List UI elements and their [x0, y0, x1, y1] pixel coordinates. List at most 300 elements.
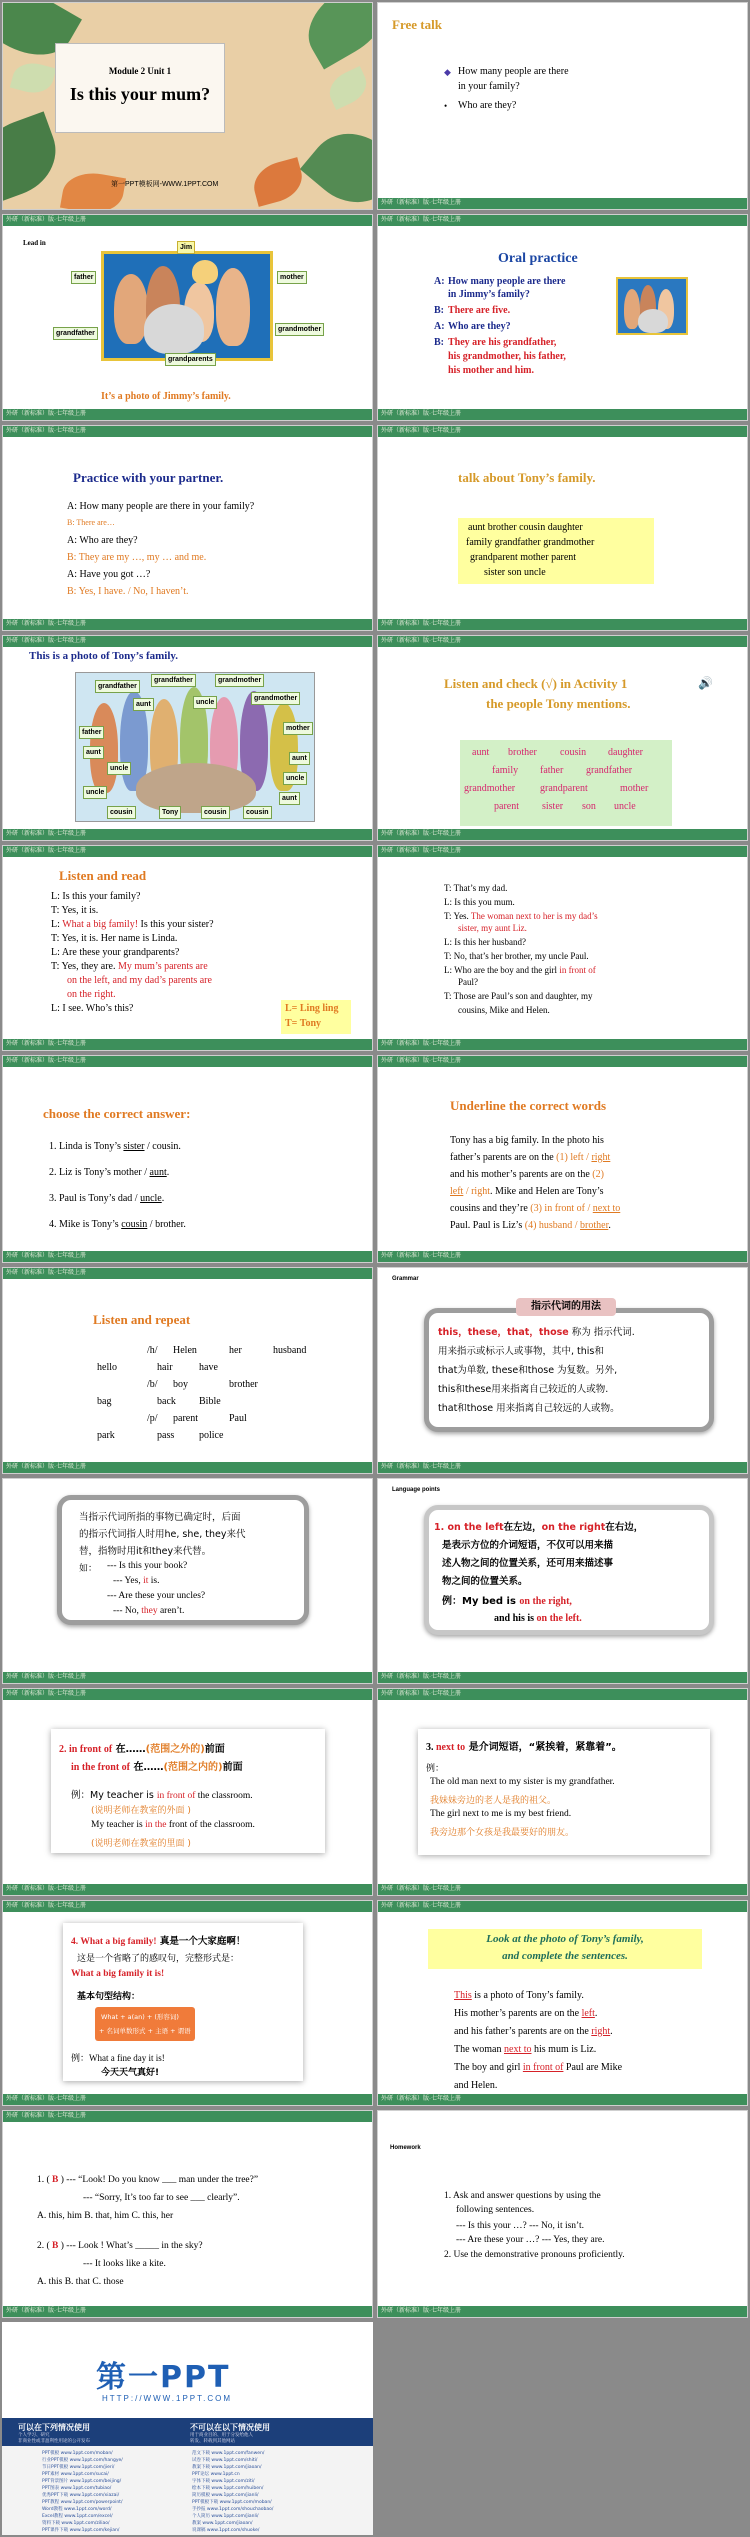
- term-1-end: 前面: [204, 1744, 225, 1755]
- empty-area: [377, 2322, 748, 2535]
- slide-title: Free talk: [392, 17, 442, 32]
- word-uncle: uncle: [614, 801, 636, 812]
- example-2: The girl next to me is my best friend.: [430, 1809, 572, 1819]
- label-aunt-2: aunt: [289, 752, 310, 765]
- label-grandfather-1: grandfather: [95, 680, 140, 693]
- header-band: 外研（新标准）版·七年级上册: [378, 1056, 747, 1067]
- q1c: / cousin.: [144, 1141, 181, 1152]
- section-tag: Language points: [392, 1487, 440, 1493]
- task-1: 1. Ask and answer questions by using the: [444, 2191, 601, 2201]
- term-2-meaning: 在……: [129, 1762, 164, 1773]
- line-3: that为单数, these和those 为复数。另外,: [438, 1365, 618, 1376]
- word-box: [458, 518, 654, 584]
- phoneme-b: /b/: [147, 1379, 158, 1390]
- line-4: They are his grandfather,: [448, 337, 557, 348]
- header-band: 外研（新标准）版·七年级上册: [3, 426, 372, 437]
- line-1: Tony has a big family. In the photo his: [450, 1135, 604, 1146]
- link-item[interactable]: PPT教程 www.1ppt.com/powerpoint/: [42, 2500, 123, 2505]
- answer-in-front-of: in front of: [522, 2062, 564, 2073]
- title-box: [428, 1929, 702, 1969]
- word-son: son: [582, 801, 596, 812]
- speaker-icon[interactable]: 🔊: [698, 676, 713, 690]
- footer-band: 外研（新标准）版·七年级上册: [378, 1462, 747, 1473]
- footer-band: 外研（新标准）版·七年级上册: [3, 1884, 372, 1895]
- section-tag: Homework: [390, 2145, 421, 2151]
- link-item[interactable]: 教案 www.1ppt.com/jiaoan/: [192, 2521, 253, 2526]
- q4-answer: cousin: [121, 1219, 148, 1230]
- term-number: 3.: [426, 1742, 436, 1753]
- example-2b: is.: [148, 1576, 160, 1586]
- link-item[interactable]: 试卷下载 www.1ppt.com/shiti/: [192, 2458, 258, 2463]
- line-7b: cousins, Mike and Helen.: [458, 1005, 550, 1015]
- link-item[interactable]: 资料下载 www.1ppt.com/ziliao/: [42, 2521, 110, 2526]
- structure-box: [95, 2007, 195, 2041]
- example-2a: --- Yes,: [113, 1576, 144, 1586]
- line-2a: His mother’s parents are on the: [454, 2008, 582, 2019]
- q3-answer: uncle: [140, 1193, 162, 1204]
- link-item[interactable]: PPT素材 www.1ppt.com/sucai/: [42, 2472, 109, 2477]
- word-daughter: daughter: [608, 747, 643, 758]
- logo: 第一PPT: [96, 2360, 231, 2395]
- answer-left: left: [581, 2008, 595, 2019]
- line-4: 物之间的位置关系。: [442, 1576, 528, 1587]
- footer-band: 外研（新标准）版·七年级上册: [378, 409, 747, 420]
- term-meaning: 真是一个大家庭啊！: [156, 1936, 246, 1947]
- term-meaning: 是介词短语，“紧挨着，紧靠着”。: [465, 1742, 622, 1753]
- footer-band: 外研（新标准）版·七年级上册: [3, 1039, 372, 1050]
- example-3: --- Are these your uncles?: [107, 1591, 206, 1601]
- line-6a: T: Yes, they are.: [51, 961, 118, 972]
- link-item[interactable]: 字体下载 www.1ppt.com/ziti/: [192, 2479, 255, 2484]
- link-item[interactable]: 范文下载 www.1ppt.com/fanwen/: [192, 2451, 265, 2456]
- example-1: on the right,: [519, 1596, 572, 1607]
- line-2: L: Is this you mum.: [444, 897, 515, 907]
- line-3b: Is this your sister?: [138, 919, 214, 930]
- line-1b: 称为 指示代词.: [568, 1327, 635, 1338]
- example-1b: the classroom.: [195, 1791, 253, 1801]
- slide-title: talk about Tony’s family.: [458, 470, 596, 485]
- label-mother: mother: [283, 722, 313, 735]
- line-3a: and his father’s parents are on the: [454, 2026, 592, 2037]
- line-3a: T: Yes.: [444, 911, 471, 921]
- label-grandmother-1: grandmother: [215, 674, 264, 687]
- line-4: B: They are my …, my … and me.: [67, 552, 207, 563]
- example-1-cn: 我妹妹旁边的老人是我的祖父。: [430, 1796, 557, 1806]
- footer-band: 外研（新标准）版·七年级上册: [3, 619, 372, 630]
- header-band: 外研（新标准）版·七年级上册: [378, 215, 747, 226]
- footer-band: 外研（新标准）版·七年级上册: [378, 2094, 747, 2105]
- example-2-note: (说明老师在教室的里面 ): [91, 1839, 191, 1849]
- q2-answer: aunt: [149, 1167, 167, 1178]
- label-mother: mother: [277, 271, 307, 284]
- example-2b: front of the classroom.: [166, 1820, 255, 1830]
- example: What a fine day it is!: [89, 2053, 165, 2063]
- key-1: L= Ling ling: [285, 1003, 339, 1014]
- caption: It’s a photo of Jimmy’s family.: [101, 391, 231, 402]
- word-father: father: [540, 765, 564, 776]
- example-label: 例：: [426, 1764, 445, 1774]
- line-6b: on the left, and my dad’s parents are: [67, 975, 212, 986]
- slide-title: Is this your mum?: [69, 84, 211, 104]
- label-uncle-2: uncle: [283, 772, 307, 785]
- example-2: it: [143, 1576, 149, 1586]
- word-have: have: [199, 1362, 218, 1373]
- site-label: 第一PPT模板网-WWW.1PPT.COM: [111, 181, 219, 188]
- line-4c: his mother and him.: [448, 365, 534, 376]
- example-2: in the: [145, 1820, 167, 1830]
- slide-7: [2, 635, 373, 841]
- key-box: [281, 1000, 351, 1034]
- forbidden-heading: 不可以在以下情况使用: [190, 2423, 270, 2432]
- q2-answer: B: [52, 2241, 59, 2251]
- word-husband: husband: [273, 1345, 307, 1356]
- example-1: --- Is this your book?: [107, 1561, 188, 1571]
- line-6: in front of: [559, 965, 596, 975]
- term-2-scope: (范围之内的): [163, 1762, 223, 1773]
- line-2b: (1) left /: [556, 1152, 592, 1163]
- footer-band: 外研（新标准）版·七年级上册: [3, 1672, 372, 1683]
- word-row-2: family grandfather grandmother: [466, 537, 595, 548]
- word-family: family: [492, 765, 519, 776]
- example-1a: 例：My bed is: [442, 1596, 520, 1607]
- term-1: 2. in front of: [59, 1744, 113, 1755]
- line-4c: his mum is Liz.: [531, 2044, 597, 2055]
- q2-line-2: --- It looks like a kite.: [83, 2259, 166, 2269]
- title-1: Look at the photo of Tony’s family,: [486, 1933, 644, 1945]
- slide-title: Practice with your partner.: [73, 470, 224, 485]
- phoneme-p: /p/: [147, 1413, 158, 1424]
- footer-band: 外研（新标准）版·七年级上册: [378, 1884, 747, 1895]
- slide-title: Listen and read: [59, 868, 147, 883]
- line-7: T: Those are Paul’s son and daughter, my: [444, 991, 593, 1001]
- line-3c: .: [610, 2026, 613, 2037]
- label-aunt-1: aunt: [83, 746, 104, 759]
- line-6-answer: brother: [580, 1220, 609, 1231]
- line-4b: / right: [463, 1186, 490, 1197]
- forbidden-sub: 用于商业目的、用于分发给他人 转发、转载到其他网站: [190, 2433, 253, 2444]
- slide-title-1: Listen and check (√) in Activity 1: [444, 676, 628, 691]
- word-cousin: cousin: [560, 747, 587, 758]
- question-1: How many people are there: [458, 66, 569, 77]
- example-4b: aren’t.: [157, 1606, 185, 1616]
- line-1: 当指示代词所指的事物已确定时，后面: [79, 1512, 241, 1523]
- link-item[interactable]: PPT课件下载 www.1ppt.com/kejian/: [42, 2528, 120, 2533]
- line-6c: on the right.: [67, 989, 116, 1000]
- link-item[interactable]: 优秀PPT下载 www.1ppt.com/xiazai/: [42, 2493, 120, 2498]
- slide-19: [2, 1900, 373, 2106]
- line-2c: .: [594, 2008, 598, 2019]
- word-hair: hair: [157, 1362, 173, 1373]
- line-2: T: Yes, it is.: [51, 905, 99, 916]
- q2-prefix: 2. (: [37, 2241, 53, 2251]
- link-item[interactable]: 个人简历 www.1ppt.com/jianli/: [192, 2514, 259, 2519]
- line-5: T: No, that’s her brother, my uncle Paul.: [444, 951, 589, 961]
- footer-band: 外研（新标准）版·七年级上册: [378, 1039, 747, 1050]
- term-2-end: 前面: [222, 1762, 243, 1773]
- allowed-heading: 可以在下列情况使用: [18, 2423, 90, 2432]
- label-cousin-1: cousin: [201, 806, 230, 819]
- link-item[interactable]: Excel教程 www.1ppt.com/excel/: [42, 2514, 113, 2519]
- label-father: father: [71, 271, 96, 284]
- q1-answer: sister: [123, 1141, 145, 1152]
- header-band: 外研（新标准）版·七年级上册: [3, 2111, 372, 2122]
- link-item[interactable]: Word教程 www.1ppt.com/word/: [42, 2507, 112, 2512]
- line-4a: The woman: [454, 2044, 504, 2055]
- line-3a: L:: [51, 919, 63, 930]
- header-band: 外研（新标准）版·七年级上册: [3, 1901, 372, 1912]
- term-1-meaning: 在……: [112, 1744, 146, 1755]
- header-band: 外研（新标准）版·七年级上册: [378, 846, 747, 857]
- line-3: 述人物之间的位置关系，还可用来描述事: [442, 1558, 614, 1569]
- line-3: The woman next to her is my dad’s: [470, 911, 598, 921]
- slide-2: [377, 2, 748, 210]
- line-7: L: I see. Who’s this?: [51, 1003, 134, 1014]
- line-1: T: That’s my dad.: [444, 883, 508, 893]
- link-item[interactable]: 说课稿 www.1ppt.com/shuoke/: [192, 2528, 260, 2533]
- header-band: 外研（新标准）版·七年级上册: [3, 1056, 372, 1067]
- q1a: 1. Linda is Tony’s: [49, 1141, 124, 1152]
- example-2: on the left.: [536, 1613, 582, 1624]
- slide-title: choose the correct answer:: [43, 1106, 191, 1121]
- line-1: How many people are there: [448, 276, 566, 287]
- term: 4. What a big family!: [71, 1937, 157, 1947]
- line-4: L: Is this her husband?: [444, 937, 526, 947]
- q1-options: A. this, him B. that, him C. this, her: [37, 2211, 174, 2221]
- word-bible: Bible: [199, 1396, 221, 1407]
- term-2-meaning: 在右边，: [605, 1522, 644, 1533]
- slide-17: [2, 1688, 373, 1896]
- word-park: park: [97, 1430, 115, 1441]
- q3c: .: [161, 1193, 165, 1204]
- q2c: .: [166, 1167, 170, 1178]
- label-uncle-1: uncle: [107, 762, 131, 775]
- footer-band: 外研（新标准）版·七年级上册: [3, 2094, 372, 2105]
- task-1-example-1: --- Is this your …? --- No, it isn’t.: [456, 2221, 585, 2231]
- question-1b: in your family?: [458, 81, 520, 92]
- line-2: 的指示代词指人时用he, she, they来代: [79, 1529, 246, 1540]
- q1-text: ) --- “Look! Do you know ___ man under the tree?”: [58, 2175, 259, 2185]
- q2a: 2. Liz is Tony’s mother /: [49, 1167, 150, 1178]
- link-item[interactable]: 绘本下载 www.1ppt.com/huiben/: [192, 2486, 264, 2491]
- word-grandfather: grandfather: [586, 765, 633, 776]
- line-2: 是表示方位的介词短语，不仅可以用来描: [442, 1540, 614, 1551]
- phoneme-h: /h/: [147, 1345, 158, 1356]
- bullet-icon: ◆: [444, 67, 451, 77]
- slide-title: Listen and repeat: [93, 1312, 191, 1327]
- line-5: A: Have you got …?: [67, 569, 151, 580]
- word-mother: mother: [620, 783, 649, 794]
- term: next to: [436, 1742, 466, 1753]
- section-tag: Grammar: [392, 1276, 419, 1282]
- question-2: Who are they?: [458, 100, 517, 111]
- line-6: My mum’s parents are: [118, 961, 208, 972]
- line-6b: (4) husband /: [524, 1220, 581, 1231]
- header-band: 外研（新标准）版·七年级上册: [378, 1901, 747, 1912]
- slide-11: [2, 1055, 373, 1263]
- line-5a: cousins and they’re: [450, 1203, 531, 1214]
- q4a: 4. Mike is Tony’s: [49, 1219, 122, 1230]
- label-grandmother: grandmother: [275, 323, 324, 336]
- pronouns: this，these，that，those: [438, 1327, 569, 1338]
- label-grandfather-2: grandfather: [151, 674, 196, 687]
- key-2: T= Tony: [285, 1018, 322, 1029]
- line-2a: father’s parents are on the: [450, 1152, 557, 1163]
- word-sister: sister: [542, 801, 564, 812]
- slide-21: [2, 2110, 373, 2318]
- title-2: and complete the sentences.: [502, 1950, 628, 1962]
- word-back: back: [157, 1396, 176, 1407]
- example-2-cn: 我旁边那个女孩是我最要好的朋友。: [430, 1828, 575, 1838]
- label-uncle-3: uncle: [83, 786, 107, 799]
- line-4: T: Yes, it is. Her name is Linda.: [51, 933, 178, 944]
- caption: This is a photo of Tony’s family.: [29, 650, 179, 662]
- header-band: 外研（新标准）版·七年级上册: [378, 1689, 747, 1700]
- footer-band: 外研（新标准）版·七年级上册: [3, 2306, 372, 2317]
- word-parent: parent: [173, 1413, 198, 1424]
- link-item[interactable]: 手抄报 www.1ppt.com/shouchaobao/: [192, 2507, 274, 2512]
- term-1-scope: (范围之外的): [145, 1744, 205, 1755]
- line-4: this和these用来指离自己较近的人或物.: [438, 1384, 609, 1395]
- label-jim: Jim: [177, 241, 195, 254]
- footer-band: 外研（新标准）版·七年级上册: [378, 1672, 747, 1683]
- q1-line-2: --- “Sorry, It’s too far to see ___ clearly”.: [83, 2193, 240, 2203]
- line-6b: Paul?: [458, 977, 478, 987]
- word-paul: Paul: [229, 1413, 247, 1424]
- slide-20: [377, 1900, 748, 2106]
- word-police: police: [199, 1430, 224, 1441]
- term-2: in the front of: [71, 1762, 130, 1773]
- slide-14: [377, 1267, 748, 1474]
- q3a: 3. Paul is Tony’s dad /: [49, 1193, 141, 1204]
- header-band: 外研（新标准）版·七年级上册: [378, 636, 747, 647]
- line-2: B: There are…: [67, 518, 115, 527]
- task-1-example-2: --- Are these your …? --- Yes, they are.: [456, 2235, 605, 2245]
- family-photo: [101, 251, 273, 361]
- slide-title: Oral practice: [498, 251, 578, 266]
- line-1-speaker: A:: [434, 276, 445, 287]
- header-band: 外研（新标准）版·七年级上册: [3, 1689, 372, 1700]
- family-photo-small: [616, 277, 688, 335]
- example-1a: 例：My teacher is: [71, 1790, 157, 1801]
- line-2: 用来指示或标示人或事物，其中, this和: [438, 1346, 604, 1357]
- header-band: 外研（新标准）版·七年级上册: [3, 846, 372, 857]
- line-3: What a big family!: [62, 919, 139, 930]
- answer-this: This: [454, 1990, 472, 2001]
- word-aunt: aunt: [472, 747, 490, 758]
- word-parent: parent: [494, 801, 519, 812]
- slide-18: [377, 1688, 748, 1896]
- word-row-3: grandparent mother parent: [470, 552, 577, 563]
- line-3a: and his mother’s parents are on the: [450, 1169, 593, 1180]
- word-pass: pass: [157, 1430, 175, 1441]
- word-helen: Helen: [173, 1345, 197, 1356]
- slide-9: [2, 845, 373, 1051]
- label-uncle-4: uncle: [193, 696, 217, 709]
- label-aunt-4: aunt: [133, 698, 154, 711]
- link-item[interactable]: 简历模板 www.1ppt.com/jianli/: [192, 2493, 259, 2498]
- slide-6: [377, 425, 748, 631]
- line-4-answer: left: [450, 1186, 464, 1197]
- line-3: A: Who are they?: [67, 535, 138, 546]
- link-item[interactable]: PPT背景图片 www.1ppt.com/beijing/: [42, 2479, 122, 2484]
- line-3: Who are they?: [448, 321, 511, 332]
- footer-band: 外研（新标准）版·七年级上册: [378, 2306, 747, 2317]
- example-cn: 今天天气真好!: [101, 2068, 160, 2078]
- logo-area: [2, 2322, 373, 2418]
- line-6: and Helen.: [454, 2080, 498, 2091]
- example-2a: My teacher is: [91, 1820, 146, 1830]
- slide-1: [2, 2, 373, 210]
- link-item[interactable]: 教案下载 www.1ppt.com/jiaoan/: [192, 2465, 262, 2470]
- q2-text: ) --- Look ! What’s _____ in the sky?: [58, 2241, 203, 2251]
- link-item[interactable]: 节日PPT模板 www.1ppt.com/jieri/: [42, 2465, 115, 2470]
- slide-3: [2, 214, 373, 421]
- line-2-answer: right: [591, 1152, 611, 1163]
- header-band: 外研（新标准）版·七年级上册: [378, 426, 747, 437]
- word-hello: hello: [97, 1362, 117, 1373]
- link-item[interactable]: PPT模板 www.1ppt.com/moban/: [42, 2451, 113, 2456]
- slide-4: [377, 214, 748, 421]
- footer-band: 外研（新标准）版·七年级上册: [378, 829, 747, 840]
- line-5c: Paul are Mike: [563, 2062, 623, 2073]
- word-grandparent: grandparent: [540, 783, 588, 794]
- example-1: in front of: [156, 1791, 196, 1801]
- allowed-sub: 个人学习、研究 非商业性或非盈利性用途的公开发布: [18, 2433, 90, 2444]
- line-6a: L: Who are the boy and the girl: [444, 965, 560, 975]
- line-4-speaker: B:: [434, 337, 444, 348]
- line-5: L: Are these your grandparents?: [51, 947, 180, 958]
- link-item[interactable]: PPT论坛 www.1ppt.cn: [192, 2472, 240, 2477]
- slide-title: Underline the correct words: [450, 1098, 607, 1113]
- line-5: that和those 用来指离自己较远的人或物。: [438, 1403, 620, 1414]
- title-box: [55, 43, 225, 133]
- q4c: / brother.: [147, 1219, 186, 1230]
- header-band: 外研（新标准）版·七年级上册: [3, 215, 372, 226]
- example-1-note: (说明老师在教室的外面 ): [91, 1806, 191, 1816]
- task-1b: following sentences.: [456, 2205, 535, 2215]
- label-aunt-3: aunt: [279, 792, 300, 805]
- label-grandmother-2: grandmother: [251, 692, 300, 705]
- link-item[interactable]: 行业PPT模板 www.1ppt.com/hangye/: [42, 2458, 123, 2463]
- info-header: [2, 2418, 373, 2446]
- logo-url[interactable]: HTTP://WWW.1PPT.COM: [102, 2394, 232, 2403]
- q1-answer: B: [52, 2175, 59, 2185]
- line-1: A: How many people are there in your family?: [67, 501, 255, 512]
- line-5a: The boy and girl: [454, 2062, 523, 2073]
- line-6: B: Yes, I have. / No, I haven’t.: [67, 586, 189, 597]
- label-tony: Tony: [159, 806, 181, 819]
- header-band: 外研（新标准）版·七年级上册: [3, 1268, 372, 1279]
- word-her: her: [229, 1345, 242, 1356]
- footer-band: 外研（新标准）版·七年级上册: [3, 829, 372, 840]
- footer-band: 外研（新标准）版·七年级上册: [3, 1462, 372, 1473]
- line-5-answer: next to: [592, 1203, 621, 1214]
- bullet-icon: •: [444, 101, 448, 111]
- line-1b: in Jimmy’s family?: [448, 289, 530, 300]
- slide-10: [377, 845, 748, 1051]
- word-brother: brother: [508, 747, 537, 758]
- slide-15: [2, 1478, 373, 1684]
- answer-next-to: next to: [504, 2044, 532, 2055]
- slide-23: [2, 2322, 373, 2535]
- example-4a: --- No,: [113, 1606, 142, 1616]
- link-item[interactable]: PPT图表 www.1ppt.com/tubiao/: [42, 2486, 112, 2491]
- term-2: on the right: [541, 1522, 606, 1533]
- structure-1: What + a(an) + (形容词): [101, 2013, 179, 2021]
- link-item[interactable]: PPT模板下载 www.1ppt.com/moban/: [192, 2500, 272, 2505]
- word-box: [460, 740, 672, 826]
- term-1: 1. on the left: [434, 1522, 504, 1533]
